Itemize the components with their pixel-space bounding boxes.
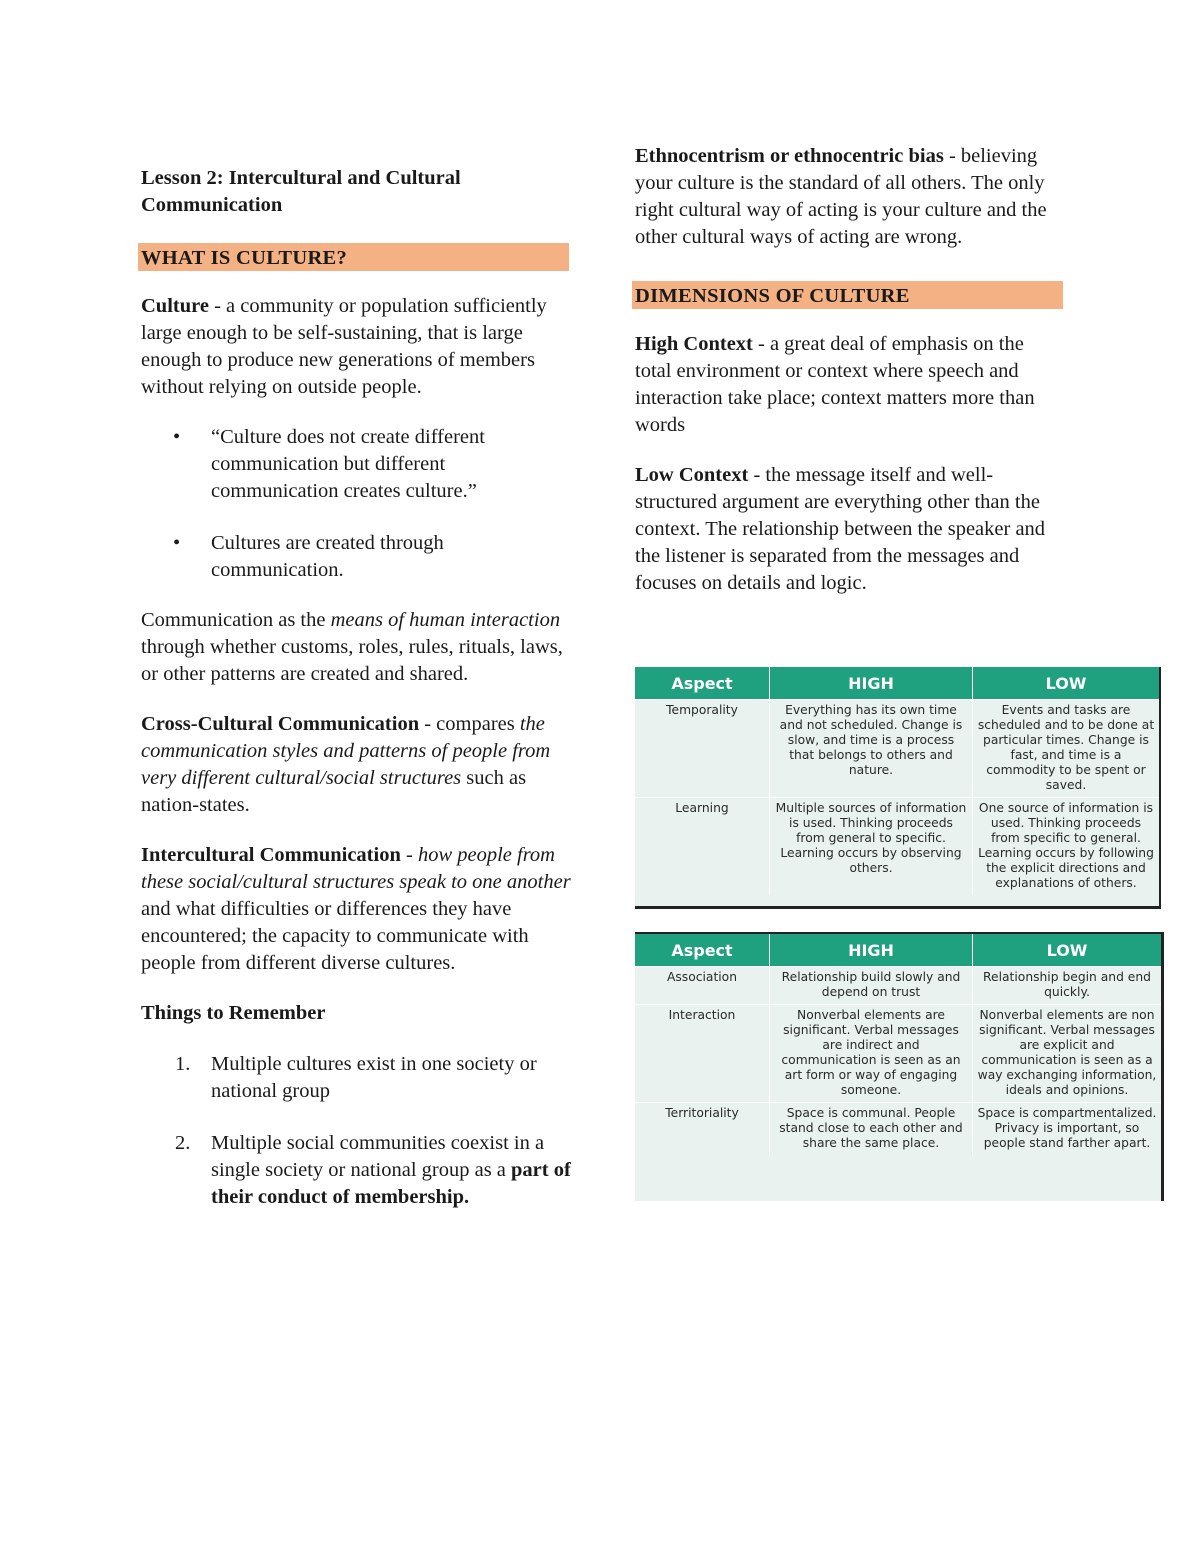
- cell-low: Relationship begin and end quickly.: [973, 967, 1162, 1005]
- header-high: HIGH: [770, 934, 973, 967]
- cell-aspect: Temporality: [635, 700, 770, 798]
- lesson-title-line2: Communication: [141, 194, 283, 216]
- cell-high: Everything has its own time and not scheduled. Change is slow, and time is a process that belongs to others and nature.: [770, 700, 973, 798]
- header-high: HIGH: [770, 667, 973, 700]
- cross-text-italic: the communication styles and patterns of people from very different cultural/social structures: [141, 713, 551, 789]
- section-band-dimensions: DIMENSIONS OF CULTURE: [632, 281, 1063, 309]
- ethnocentrism-term: Ethnocentrism or ethnocentric bias: [635, 145, 944, 167]
- table-row: [635, 700, 1159, 798]
- table-header-row: [635, 667, 1159, 700]
- comm-text-b: through whether customs, roles, rules, rituals, laws, or other patterns are created and shared.: [141, 636, 563, 685]
- cell-aspect: Learning: [635, 798, 770, 896]
- communication-paragraph: [141, 607, 571, 688]
- bullet-item: [141, 424, 571, 505]
- high-context-definition: [635, 331, 1065, 439]
- cell-high: Nonverbal elements are significant. Verbal messages are indirect and communication is seen as an art form or way of engaging someone.: [770, 1005, 973, 1103]
- culture-term: Culture: [141, 295, 209, 317]
- list-item: [141, 1051, 571, 1105]
- context-table-1: [635, 667, 1161, 909]
- bullet-marker: •: [173, 426, 181, 448]
- cell-high: Multiple sources of information is used. Thinking proceeds from general to specific. Learning occurs by observing others.: [770, 798, 973, 896]
- inter-text-b: and what difficulties or differences they have encountered; the capacity to communicate with people from different diverse cultures.: [141, 898, 529, 974]
- table-row: [635, 1005, 1161, 1103]
- remember-list: [141, 1051, 571, 1211]
- low-def-text: - the message itself and well-structured argument are everything other than the context. The relationship between the speaker and the listener is separated from the messages and focuses on details and logic.: [635, 464, 1046, 594]
- things-to-remember-heading: [141, 1000, 571, 1027]
- comm-text-italic: means of human interaction: [330, 609, 561, 631]
- cell-low: Events and tasks are scheduled and to be done at particular times. Change is fast, and time is a commodity to be spent or saved.: [973, 700, 1160, 798]
- lesson-title-line1: Lesson 2: Intercultural and Cultural: [141, 167, 461, 189]
- context-table-2: [635, 932, 1164, 1201]
- intercultural-term: Intercultural Communication: [141, 844, 401, 866]
- high-context-term: High Context: [635, 333, 753, 355]
- low-context-term: Low Context: [635, 464, 749, 486]
- header-aspect: Aspect: [635, 667, 770, 700]
- ethnocentrism-definition: [635, 143, 1065, 251]
- cross-cultural-term: Cross-Cultural Communication: [141, 713, 420, 735]
- cell-low: Nonverbal elements are non significant. Verbal messages are explicit and communication is seen as a way exchanging information, ideals and opinions.: [973, 1005, 1162, 1103]
- culture-bullets: [141, 424, 571, 584]
- cell-aspect: Interaction: [635, 1005, 770, 1103]
- cross-text-a: - compares: [419, 713, 520, 735]
- list-marker: 2.: [175, 1132, 191, 1154]
- right-column: [635, 143, 1065, 620]
- context-table-1-grid: [635, 667, 1159, 895]
- header-low: LOW: [973, 934, 1162, 967]
- bullet-item: [141, 530, 571, 584]
- ethno-def-text: - believing your culture is the standard of all others. The only right cultural way of acting is your culture and the other cultural ways of acting are wrong.: [635, 145, 1047, 248]
- table-header-row: [635, 934, 1161, 967]
- cross-cultural-definition: [141, 711, 571, 819]
- high-def-text: - a great deal of emphasis on the total environment or context where speech and interaction take place; context matters more than words: [635, 333, 1035, 436]
- cell-aspect: Association: [635, 967, 770, 1005]
- things-heading-text: Things to Remember: [141, 1002, 326, 1024]
- intercultural-definition: [141, 842, 571, 977]
- inter-text-a: -: [400, 844, 418, 866]
- cell-aspect: Territoriality: [635, 1103, 770, 1156]
- table-row: [635, 798, 1159, 896]
- context-table-2-grid: [635, 934, 1161, 1155]
- culture-definition: [141, 293, 571, 401]
- cell-high: Space is communal. People stand close to each other and share the same place.: [770, 1103, 973, 1156]
- inter-text-italic: how people from these social/cultural structures speak to one another: [141, 844, 571, 893]
- left-column: [141, 165, 571, 1236]
- list-text: Multiple cultures exist in one society or national group: [211, 1053, 537, 1102]
- bullet-marker: •: [173, 532, 181, 554]
- low-context-definition: [635, 462, 1065, 597]
- list-text: Multiple social communities coexist in a single society or national group as a: [211, 1132, 545, 1181]
- culture-def-text: - a community or population sufficiently large enough to be self-sustaining, that is large enough to produce new generations of members without relying on outside people.: [141, 295, 547, 398]
- list-marker: 1.: [175, 1053, 191, 1075]
- lesson-title: [141, 165, 571, 219]
- cross-text-b: such as nation-states.: [141, 767, 527, 816]
- table-row: [635, 1103, 1161, 1156]
- section-band-what-is-culture: WHAT IS CULTURE?: [138, 243, 569, 271]
- list-item: [141, 1130, 571, 1211]
- comm-text-a: Communication as the: [141, 609, 331, 631]
- bullet-text: Cultures are created through communication.: [211, 532, 444, 581]
- header-aspect: Aspect: [635, 934, 770, 967]
- cell-high: Relationship build slowly and depend on trust: [770, 967, 973, 1005]
- cell-low: One source of information is used. Thinking proceeds from specific to general. Learning occurs by following the explicit directions and explanations of others.: [973, 798, 1160, 896]
- table-row: [635, 967, 1161, 1005]
- bullet-text: “Culture does not create different communication but different communication creates culture.”: [211, 426, 485, 502]
- list-text-bold: part of their conduct of membership.: [211, 1159, 571, 1208]
- cell-low: Space is compartmentalized. Privacy is important, so people stand farther apart.: [973, 1103, 1162, 1156]
- header-low: LOW: [973, 667, 1160, 700]
